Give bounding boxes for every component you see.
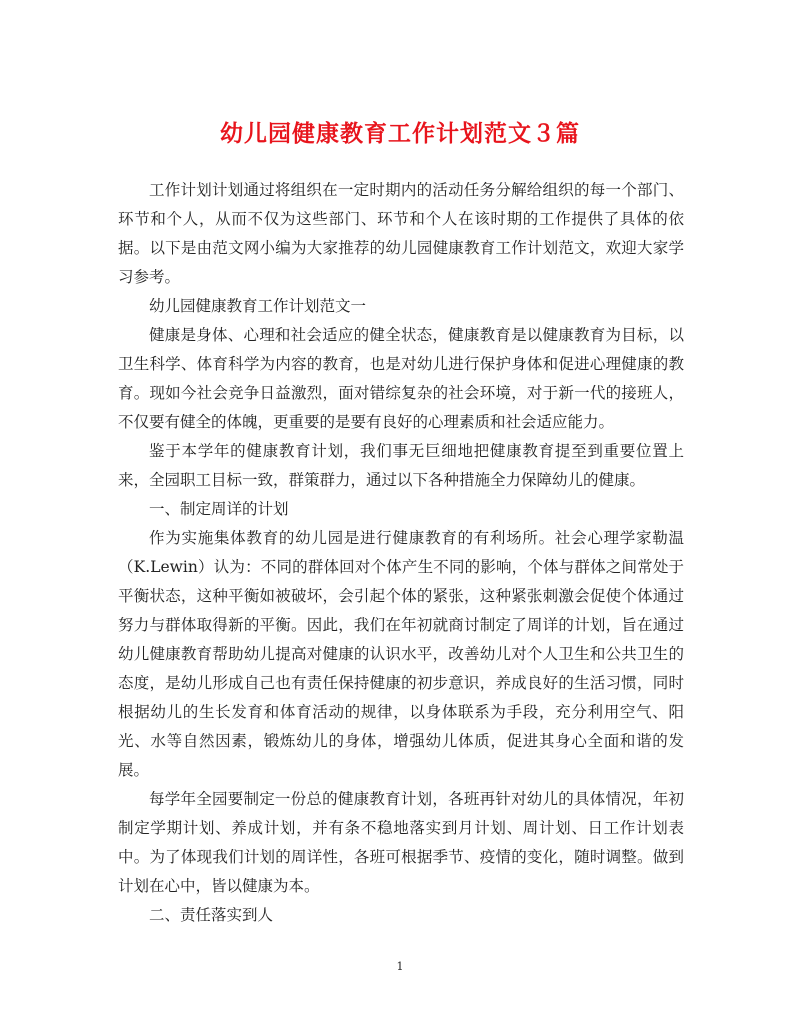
section-heading-sample-one: 幼儿园健康教育工作计划范文一 — [149, 297, 367, 315]
document-body — [118, 176, 684, 930]
body-paragraph: 健康是身体、心理和社会适应的健全状态，健康教育是以健康教育为目标，以卫生科学、体育科学为内容的教育，也是对幼儿进行保护身体和促进心理健康的教育。现如今社会竞争日益激烈，面对错综复杂的社会环境，对于新一代的接班人，不仅要有健全的体魄，更重要的是要有良好的心理素质和社会适应能力。 — [118, 326, 684, 431]
section-heading-plan: 一、制定周详的计划 — [149, 500, 289, 518]
section-heading-responsibility: 二、责任落实到人 — [149, 906, 274, 924]
page-number: 1 — [396, 960, 404, 973]
body-paragraph: 鉴于本学年的健康教育计划，我们事无巨细地把健康教育提至到重要位置上来，全园职工目标一致，群策群力，通过以下各种措施全力保障幼儿的健康。 — [118, 442, 684, 489]
document-title: 幼儿园健康教育工作计划范文３篇 — [220, 120, 580, 148]
body-paragraph: 作为实施集体教育的幼儿园是进行健康教育的有利场所。社会心理学家勒温（K.Lewin）认为：不同的群体回对个体产生不同的影响，个体与群体之间常处于平衡状态，这种平衡如被破坏，会引起个体的紧张，这种紧张刺激会促使个体通过努力与群体取得新的平衡。因此，我们在年初就商讨制定了周详的计划，旨在通过幼儿健康教育帮助幼儿提高对健康的认识水平，改善幼儿对个人卫生和公共卫生的态度，是幼儿形成自己也有责任保持健康的初步意识，养成良好的生活习惯，同时根据幼儿的生长发育和体育活动的规律，以身体联系为手段，充分利用空气、阳光、水等自然因素，锻炼幼儿的身体，增强幼儿体质，促进其身心全面和谐的发展。 — [118, 529, 684, 779]
body-paragraph: 每学年全园要制定一份总的健康教育计划，各班再针对幼儿的具体情况，年初制定学期计划、养成计划，并有条不稳地落实到月计划、周计划、日工作计划表中。为了体现我们计划的周详性，各班可根据季节、疫情的变化，随时调整。做到计划在心中，皆以健康为本。 — [118, 790, 684, 895]
intro-paragraph: 工作计划计划通过将组织在一定时期内的活动任务分解给组织的每一个部门、环节和个人，从而不仅为这些部门、环节和个人在该时期的工作提供了具体的依据。以下是由范文网小编为大家推荐的幼儿园健康教育工作计划范文，欢迎大家学习参考。 — [118, 181, 684, 286]
